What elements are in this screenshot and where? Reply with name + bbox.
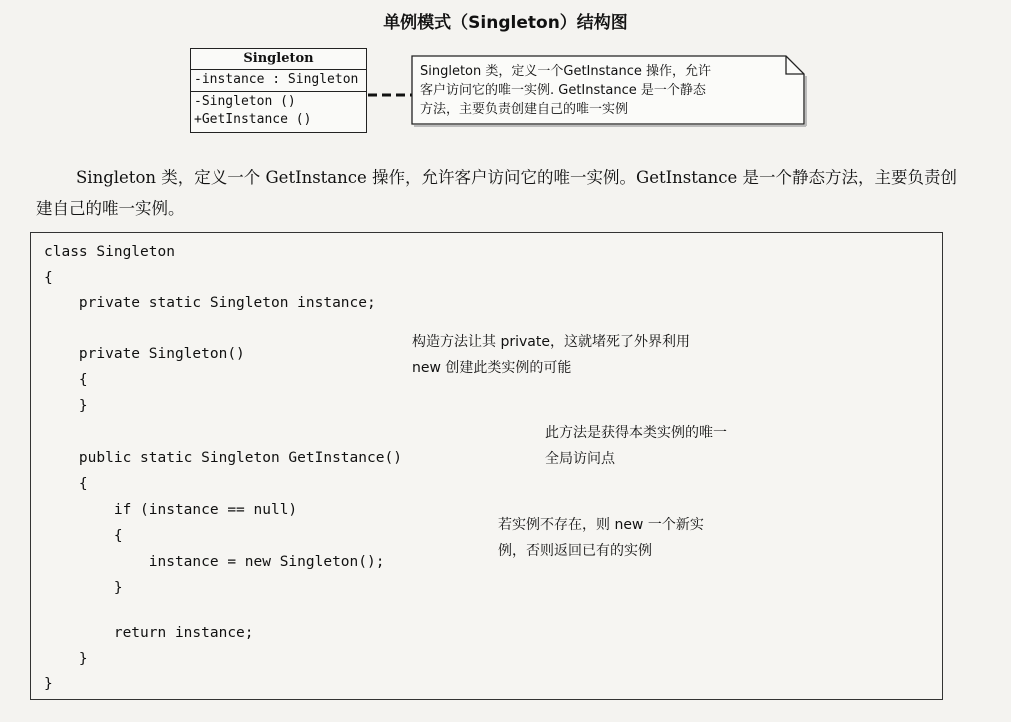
note-line: 方法，主要负责创建自己的唯一实例 <box>420 102 629 117</box>
code-line: public static Singleton GetInstance() <box>44 450 402 466</box>
code-line: return instance; <box>44 625 254 641</box>
callout-1-text <box>412 329 747 381</box>
callout-line: 例，否则返回已有的实例 <box>498 543 652 559</box>
note-text <box>420 62 790 119</box>
description-paragraph: Singleton 类，定义一个 GetInstance 操作，允许客户访问它的唯一实例。GetInstance 是一个静态方法，主要负责创建自己的唯一实例。 <box>36 168 958 218</box>
code-line: } <box>44 676 53 692</box>
code-line: private static Singleton instance; <box>44 295 376 311</box>
diagram-title: 单例模式（Singleton）结构图 <box>383 13 628 33</box>
code-line: if (instance == null) <box>44 502 298 518</box>
callout-line: 构造方法让其 private，这就堵死了外界利用 <box>412 334 690 350</box>
code-line: { <box>44 270 53 286</box>
uml-attribute: -instance : Singleton <box>191 70 366 92</box>
callout-line: 此方法是获得本类实例的唯一 <box>545 425 727 441</box>
code-line: private Singleton() <box>44 346 245 362</box>
code-line: instance = new Singleton(); <box>44 554 385 570</box>
code-line: } <box>44 651 88 667</box>
code-line: { <box>44 528 123 544</box>
callout-line: 全局访问点 <box>545 451 615 467</box>
code-line: } <box>44 580 123 596</box>
callout-3-text <box>498 512 766 564</box>
note-line: Singleton 类，定义一个GetInstance 操作，允许 <box>420 64 711 79</box>
uml-operation: +GetInstance () <box>194 112 312 127</box>
code-line: } <box>44 398 88 414</box>
callout-line: new 创建此类实例的可能 <box>412 360 572 376</box>
code-line: { <box>44 476 88 492</box>
note-line: 客户访问它的唯一实例. GetInstance 是一个静态 <box>420 83 706 98</box>
uml-class-name: Singleton <box>191 49 366 70</box>
callout-2-text <box>545 420 790 472</box>
callout-line: 若实例不存在，则 new 一个新实 <box>498 517 704 533</box>
code-line: class Singleton <box>44 244 175 260</box>
uml-operation: -Singleton () <box>194 94 296 109</box>
code-line: { <box>44 372 88 388</box>
